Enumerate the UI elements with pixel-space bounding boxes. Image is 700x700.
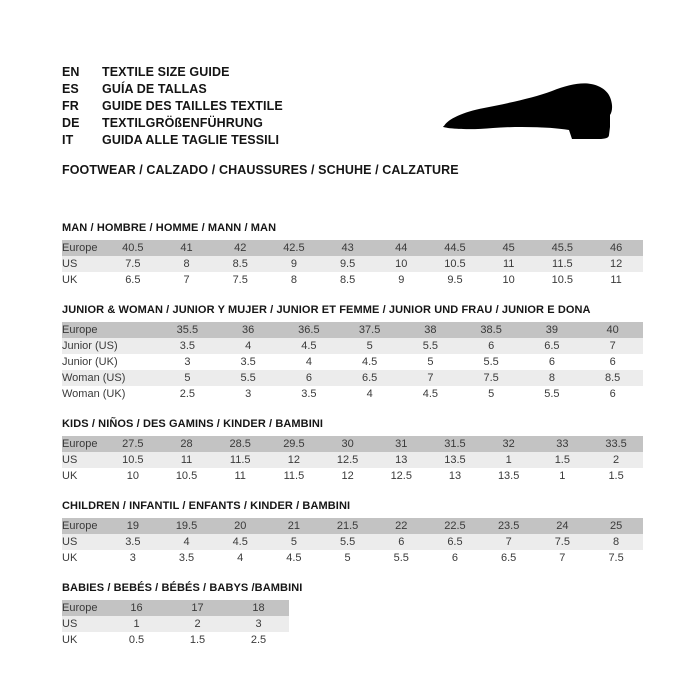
size-table (62, 518, 643, 566)
size-cell: 3.5 (178, 552, 195, 564)
section-title: MAN / HOMBRE / HOMME / MANN / MAN (62, 222, 277, 234)
page-header (62, 64, 643, 149)
category-heading: FOOTWEAR / CALZADO / CHAUSSURES / SCHUHE / CALZATURE (62, 163, 459, 177)
size-cell: 40.5 (106, 240, 160, 256)
size-cell: 28.5 (213, 436, 267, 452)
row-label: Europe (62, 600, 106, 616)
size-cell: 10.5 (175, 470, 198, 482)
size-cell: 4 (366, 388, 373, 400)
size-cell: 11.5 (536, 256, 590, 272)
size-cell: 11 (482, 256, 536, 272)
size-cell: 33 (536, 436, 590, 452)
row-label: Europe (62, 240, 106, 256)
table-row (62, 354, 643, 370)
size-cell: 5 (267, 534, 321, 550)
size-cell: 33.5 (589, 436, 643, 452)
size-cell: 39 (522, 322, 583, 338)
size-cell: 18 (228, 600, 289, 616)
size-cell: 0.5 (128, 634, 145, 646)
size-cell: 8.5 (213, 256, 267, 272)
table-row (62, 550, 643, 566)
table-row (62, 616, 289, 632)
row-label: Europe (62, 322, 157, 338)
size-cell: 4.5 (361, 356, 378, 368)
size-cell: 4 (218, 338, 279, 354)
size-cell: 11 (234, 470, 246, 482)
row-label: Europe (62, 518, 106, 534)
row-label: UK (62, 274, 78, 286)
size-cell: 7 (482, 534, 536, 550)
size-cell: 3 (228, 616, 289, 632)
table-row (62, 386, 643, 402)
size-cell: 8 (589, 534, 643, 550)
size-cell: 21 (267, 518, 321, 534)
size-cell: 7 (559, 552, 566, 564)
size-table (62, 240, 643, 288)
size-cell: 21.5 (321, 518, 375, 534)
size-cell: 38.5 (461, 322, 522, 338)
size-cell: 9.5 (447, 274, 463, 286)
shoe-silhouette-path (443, 83, 612, 139)
row-label: Junior (UK) (62, 356, 118, 368)
size-table (62, 436, 643, 484)
size-cell: 5 (157, 370, 218, 386)
row-label: UK (62, 634, 78, 646)
size-cell: 10 (502, 274, 515, 286)
size-cell: 6.5 (428, 534, 482, 550)
size-cell: 11 (160, 452, 214, 468)
size-cell: 19.5 (160, 518, 214, 534)
row-label: Woman (US) (62, 370, 157, 386)
language-code: IT (62, 133, 74, 147)
size-cell: 5.5 (483, 356, 499, 368)
row-label: US (62, 452, 106, 468)
size-cell: 31 (374, 436, 428, 452)
size-cell: 22.5 (428, 518, 482, 534)
table-row (62, 370, 643, 386)
size-cell: 4 (305, 356, 312, 368)
size-cell: 4.5 (279, 338, 340, 354)
size-cell: 12 (341, 470, 354, 482)
size-cell: 10.5 (106, 452, 160, 468)
size-cell: 6 (374, 534, 428, 550)
size-cell: 1.5 (536, 452, 590, 468)
size-cell: 6 (461, 338, 522, 354)
size-cell: 7.5 (608, 552, 624, 564)
size-cell: 6 (609, 356, 616, 368)
size-cell: 30 (321, 436, 375, 452)
size-cell: 12.5 (390, 470, 412, 482)
table-row (62, 518, 643, 534)
size-cell: 8 (160, 256, 214, 272)
size-cell: 5.5 (218, 370, 279, 386)
size-cell: 13 (374, 452, 428, 468)
language-label: GUÍA DE TALLAS (102, 82, 207, 96)
size-cell: 24 (536, 518, 590, 534)
size-cell: 7.5 (232, 274, 248, 286)
size-cell: 6.5 (522, 338, 583, 354)
size-cell: 22 (374, 518, 428, 534)
size-cell: 45.5 (536, 240, 590, 256)
size-cell: 40 (582, 322, 643, 338)
size-section (62, 418, 643, 484)
size-cell: 3.5 (240, 356, 256, 368)
language-code: DE (62, 116, 80, 130)
size-cell: 7 (183, 274, 190, 286)
size-cell: 29.5 (267, 436, 321, 452)
size-cell: 6 (548, 356, 555, 368)
size-cell: 13 (448, 470, 462, 482)
size-table (62, 600, 289, 648)
size-cell: 17 (167, 600, 228, 616)
size-cell: 46 (589, 240, 643, 256)
size-cell: 11.5 (213, 452, 267, 468)
language-label: TEXTILE SIZE GUIDE (102, 65, 230, 79)
size-cell: 1 (559, 470, 566, 482)
size-cell: 5 (488, 388, 495, 400)
size-cell: 31.5 (428, 436, 482, 452)
size-cell: 13.5 (497, 470, 520, 482)
table-row (62, 256, 643, 272)
table-row (62, 436, 643, 452)
size-cell: 7 (400, 370, 461, 386)
size-cell: 23.5 (482, 518, 536, 534)
size-cell: 42.5 (267, 240, 321, 256)
size-cell: 25 (589, 518, 643, 534)
size-cell: 9 (398, 274, 405, 286)
size-cell: 37.5 (339, 322, 400, 338)
size-cell: 8.5 (582, 370, 643, 386)
size-cell: 8 (522, 370, 583, 386)
row-label: Europe (62, 436, 106, 452)
size-cell: 6.5 (125, 274, 141, 286)
size-section (62, 500, 643, 566)
size-section (62, 222, 643, 288)
size-cell: 9 (267, 256, 321, 272)
size-cell: 5.5 (393, 552, 409, 564)
size-cell: 16 (106, 600, 167, 616)
row-label: UK (62, 552, 78, 564)
language-label: GUIDA ALLE TAGLIE TESSILI (102, 133, 280, 147)
size-cell: 2 (167, 616, 228, 632)
language-code: ES (62, 82, 79, 96)
row-label: Junior (US) (62, 338, 157, 354)
size-section (62, 304, 643, 402)
size-cell: 9.5 (321, 256, 375, 272)
size-cell: 3 (245, 388, 252, 400)
section-title: BABIES / BEBÉS / BÉBÉS / BABYS /BAMBINI (62, 582, 303, 594)
section-title: KIDS / NIÑOS / DES GAMINS / KINDER / BAMBINI (62, 418, 324, 430)
size-cell: 38 (400, 322, 461, 338)
size-cell: 10 (126, 470, 139, 482)
table-row (62, 632, 289, 648)
size-cell: 10 (374, 256, 428, 272)
row-label: US (62, 256, 106, 272)
table-row (62, 452, 643, 468)
language-row (62, 64, 643, 81)
size-cell: 42 (213, 240, 267, 256)
size-cell: 19 (106, 518, 160, 534)
language-code: FR (62, 99, 79, 113)
table-row (62, 534, 643, 550)
size-cell: 2.5 (250, 634, 267, 646)
size-cell: 7 (582, 338, 643, 354)
size-cell: 12 (267, 452, 321, 468)
size-cell: 12.5 (321, 452, 375, 468)
size-cell: 5.5 (321, 534, 375, 550)
size-cell: 4.5 (213, 534, 267, 550)
size-cell: 28 (160, 436, 214, 452)
table-row (62, 338, 643, 354)
size-cell: 7.5 (461, 370, 522, 386)
size-cell: 6.5 (339, 370, 400, 386)
size-cell: 2 (589, 452, 643, 468)
size-section (62, 582, 643, 648)
size-cell: 10.5 (428, 256, 482, 272)
size-cell: 1.5 (189, 634, 206, 646)
row-label: US (62, 534, 106, 550)
size-cell: 6 (451, 552, 459, 564)
language-code: EN (62, 65, 80, 79)
size-cell: 3 (184, 356, 191, 368)
language-label: GUIDE DES TAILLES TEXTILE (102, 99, 283, 113)
size-cell: 5 (427, 356, 434, 368)
row-label: UK (62, 470, 78, 482)
size-cell: 44.5 (428, 240, 482, 256)
size-cell: 44 (374, 240, 428, 256)
size-cell: 3.5 (301, 388, 317, 400)
size-cell: 36 (218, 322, 279, 338)
size-sections (62, 222, 643, 648)
size-cell: 5.5 (400, 338, 461, 354)
size-cell: 11.5 (283, 470, 305, 482)
size-cell: 3.5 (157, 338, 218, 354)
size-cell: 4.5 (286, 552, 302, 564)
size-cell: 4.5 (422, 388, 439, 400)
section-title: CHILDREN / INFANTIL / ENFANTS / KINDER / BAMBINI (62, 500, 351, 512)
size-cell: 3.5 (106, 534, 160, 550)
size-cell: 3 (129, 552, 136, 564)
shoe-icon (439, 82, 629, 142)
size-cell: 5 (344, 552, 351, 564)
size-cell: 7.5 (106, 256, 160, 272)
size-cell: 1.5 (608, 470, 624, 482)
section-title: JUNIOR & WOMAN / JUNIOR Y MUJER / JUNIOR ET FEMME / JUNIOR UND FRAU / JUNIOR E DONA (62, 304, 591, 316)
size-cell: 5 (339, 338, 400, 354)
table-row (62, 600, 289, 616)
table-row (62, 322, 643, 338)
table-row (62, 468, 643, 484)
size-cell: 6 (279, 370, 340, 386)
size-table (62, 322, 643, 402)
size-cell: 10.5 (551, 274, 574, 286)
language-label: TEXTILGRÖßENFÜHRUNG (102, 116, 263, 130)
table-row (62, 272, 643, 288)
size-cell: 1 (482, 452, 536, 468)
size-cell: 32 (482, 436, 536, 452)
size-cell: 7.5 (536, 534, 590, 550)
size-cell: 36.5 (279, 322, 340, 338)
size-cell: 11 (610, 274, 622, 286)
size-cell: 20 (213, 518, 267, 534)
size-cell: 2.5 (179, 388, 196, 400)
row-label: Woman (UK) (62, 388, 126, 400)
size-cell: 6 (609, 388, 616, 400)
size-cell: 8 (290, 274, 297, 286)
size-cell: 8.5 (339, 274, 356, 286)
size-cell: 41 (160, 240, 214, 256)
size-cell: 27.5 (106, 436, 160, 452)
size-cell: 13.5 (428, 452, 482, 468)
size-cell: 35.5 (157, 322, 218, 338)
size-cell: 4 (237, 552, 244, 564)
size-cell: 43 (321, 240, 375, 256)
row-label: US (62, 616, 106, 632)
size-cell: 1 (106, 616, 167, 632)
size-cell: 12 (589, 256, 643, 272)
size-cell: 45 (482, 240, 536, 256)
table-row (62, 240, 643, 256)
size-guide-page (62, 64, 643, 648)
size-cell: 6.5 (501, 552, 517, 564)
size-cell: 5.5 (544, 388, 560, 400)
size-cell: 4 (160, 534, 214, 550)
